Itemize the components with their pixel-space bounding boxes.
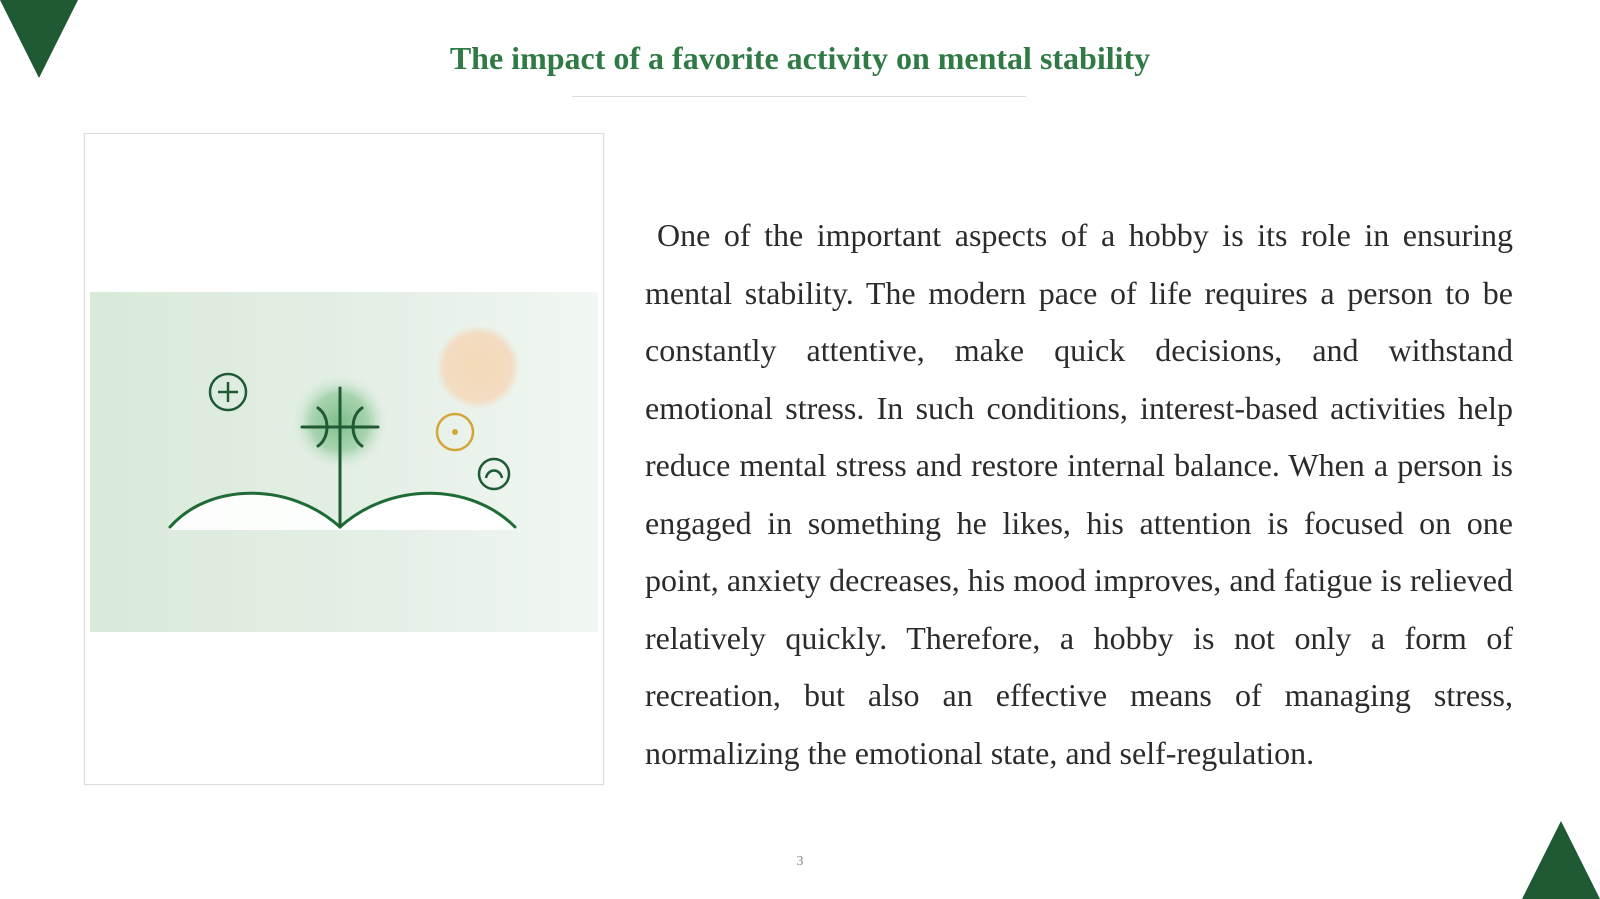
body-paragraph: One of the important aspects of a hobby is its role in ensuring mental stability. The modern pace of life requires a person to be constantly attentive, make quick decisions, and withstand emotional stress. In such conditions, interest-based activities help reduce mental stress and restore internal balance. When a person is engaged in something he likes, his attention is focused on one point, anxiety decreases, his mood improves, and fatigue is relieved relatively quickly. Therefore, a hobby is not only a form of recreation, but also an effective means of managing stress, normalizing the emotional state, and self-regulation. xyxy=(645,217,1513,771)
page-number: 3 xyxy=(796,854,804,869)
title-underline xyxy=(572,96,1026,97)
hobby-illustration xyxy=(90,292,598,632)
slide-title: The impact of a favorite activity on mental stability xyxy=(449,40,1151,76)
illustration-frame xyxy=(84,133,604,785)
sun-icon xyxy=(436,325,520,409)
